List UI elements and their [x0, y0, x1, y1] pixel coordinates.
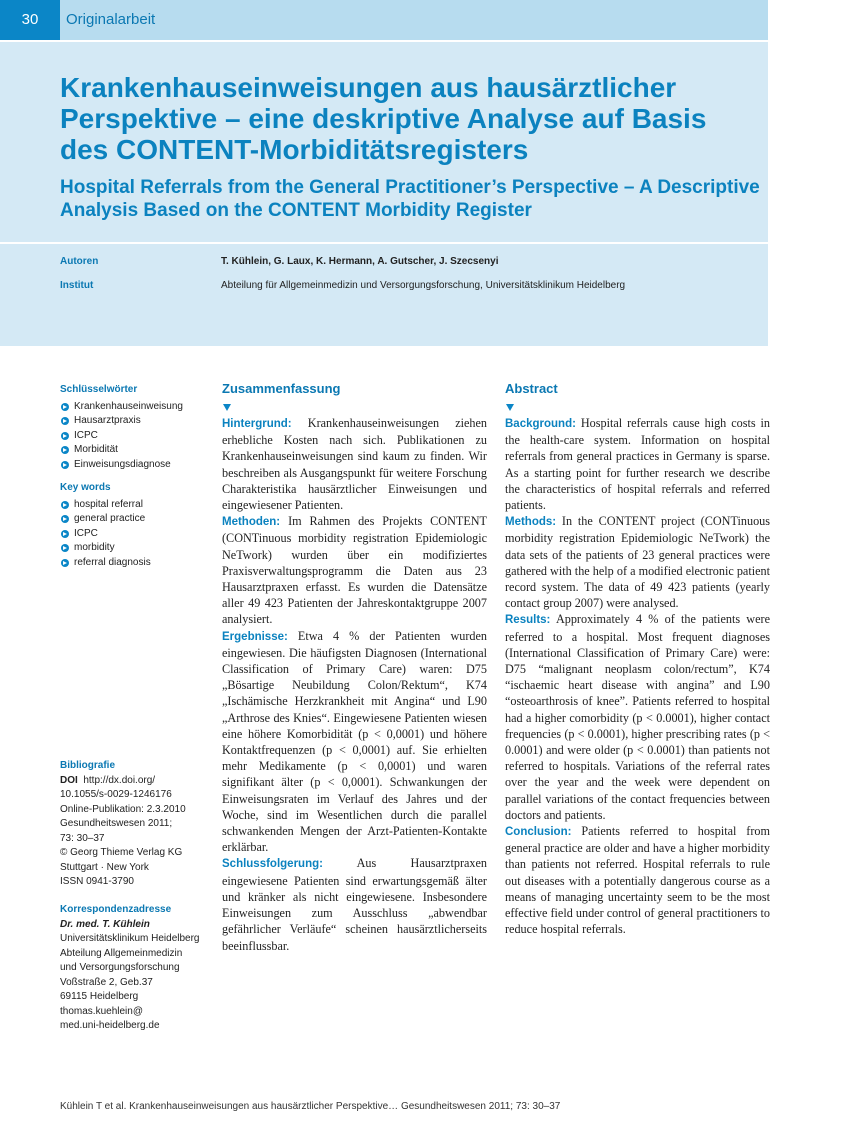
- paragraph-label: Results:: [505, 614, 551, 627]
- paragraph-label: Background:: [505, 418, 576, 430]
- zusammenfassung-heading: Zusammenfassung: [222, 381, 341, 396]
- divider: [0, 242, 768, 244]
- abstract-paragraph: [505, 823, 770, 937]
- bibliography-heading: Bibliografie: [60, 760, 116, 771]
- keywords-de-list: [60, 400, 210, 473]
- address-line: Voßstraße 2, Geb.37: [60, 976, 153, 988]
- abstract-paragraph: [505, 513, 770, 611]
- biblio-line: Stuttgart · New York: [60, 861, 149, 873]
- biblio-line: © Georg Thieme Verlag KG: [60, 847, 183, 858]
- doi-url[interactable]: http://dx.doi.org/: [83, 774, 156, 786]
- title-english: Hospital Referrals from the General Practitioner’s Perspective – A Descriptive Analysis Based on the CONTENT Morbidity Register: [60, 177, 760, 221]
- triangle-down-icon: [223, 404, 231, 411]
- section-label: Originalarbeit: [66, 11, 156, 28]
- keywords-block: [60, 383, 210, 570]
- abstract-paragraph: [505, 611, 770, 823]
- keywords-en-list: [60, 498, 210, 571]
- institute-label: Institut: [60, 280, 94, 291]
- paragraph-text: Im Rahmen des Projekts CONTENT (CONTinuous morbidity registration Epidemiologic NeTwork) wurden über ein modifiziertes Praxisverwaltungsprogramm die Daten aus 23 Hausarztpraxen erfasst. Es wurden die Datensätze aller 49 423 Patienten der Jahreskontaktgruppe 2007 analysiert.: [222, 514, 488, 627]
- bibliography-block: [60, 759, 210, 890]
- abstract-paragraph: [222, 513, 487, 627]
- paragraph-text: Etwa 4 % der Patienten wurden eingewiesen. Die häufigsten Diagnosen (International Classification of Primary Care) waren: D75 „Bösartige Neubildung Colon/Rektum“, K74 „Ischämische Herzkrankheit mit Angina“ und L90 „Arthrose des Knies“. Eingewiesene Patienten wiesen eine höhere Komorbidität (p < 0,0001) und höhere Kontaktfrequenzen (p < 0,0001) auf. Sie erhielten mehr Medikamente (p < 0,0001) und waren signifikant älter (p < 0,0001). Schwankungen der Einweisungsraten im Verlauf des Jahres und der Woche, sind im Wesentlichen durch die parallel schwankenden Mengen der Arzt-Patienten-Kontakte erklärbar.: [222, 628, 487, 855]
- zusammenfassung-column: [222, 380, 487, 954]
- keyword-item: general practice: [60, 512, 210, 527]
- biblio-line: Gesundheitswesen 2011;: [60, 818, 173, 829]
- biblio-line: 10.1055/s-0029-1246176: [60, 789, 172, 800]
- footer-citation: Kühlein T et al. Krankenhauseinweisungen aus hausärztlicher Perspektive… Gesundheitswesen 2011; 73: 30–37: [60, 1101, 561, 1112]
- address-line: 69115 Heidelberg: [60, 991, 139, 1002]
- institute: Abteilung für Allgemeinmedizin und Versorgungsforschung, Universitätsklinikum Heidelberg: [221, 280, 626, 291]
- header-band: [0, 0, 768, 346]
- paragraph-label: Ergebnisse:: [222, 630, 288, 643]
- email-line[interactable]: thomas.kuehlein@: [60, 1005, 143, 1017]
- paragraph-label: Schlussfolgerung:: [222, 858, 323, 871]
- triangle-down-icon: [506, 404, 514, 411]
- paragraph-text: Aus Hausarztpraxen eingewiesene Patienten sind erwartungsgemäß älter und kränker als nicht eingewiesene. Insbesondere Einweisungen zum Ausschluss „abwendbar gefährlicher Verläufe“ scheinen hausärztlicherseits beeinflussbar.: [222, 856, 488, 953]
- abstract-paragraph: [222, 415, 487, 513]
- paragraph-label: Methoden:: [222, 516, 281, 529]
- address-line: Universitätsklinikum Heidelberg: [60, 933, 200, 944]
- biblio-line: ISSN 0941-3790: [60, 876, 134, 887]
- keyword-item: Hausarztpraxis: [60, 414, 210, 429]
- keyword-item: Einweisungsdiagnose: [60, 458, 210, 473]
- abstract-column: [505, 380, 770, 938]
- keyword-item: hospital referral: [60, 498, 210, 513]
- keyword-item: Krankenhauseinweisung: [60, 400, 210, 415]
- correspondence-block: [60, 903, 210, 1034]
- biblio-line: Online-Publikation: 2.3.2010: [60, 803, 186, 815]
- keywords-de-heading: Schlüsselwörter: [60, 384, 138, 395]
- address-line: Abteilung Allgemeinmedizin: [60, 947, 183, 959]
- keyword-item: referral diagnosis: [60, 556, 210, 571]
- doi-line: [60, 774, 210, 789]
- title-german: Krankenhauseinweisungen aus hausärztlicher Perspektive – eine deskriptive Analyse auf Basis des CONTENT-Morbiditätsregisters: [60, 72, 707, 165]
- paragraph-text: Patients referred to hospital from general practice are older and have a higher morbidity than patients not referred. Hospital referrals to rule out diseases with a potentially dangerous course as a means of managing uncertainty seem to be the most effective field under control of general practitioners to reduce hospital referrals.: [505, 824, 771, 937]
- address-line: und Versorgungsforschung: [60, 962, 180, 973]
- doi-label: DOI: [60, 774, 78, 786]
- abstract-paragraph: [222, 855, 487, 953]
- paragraph-text: Krankenhauseinweisungen ziehen erhebliche Kosten nach sich. Publikationen zu Krankenhauseinweisungen sind kaum zu finden. Wir beschreiben als Ausgangspunkt für weitere Forschung Charakteristika hausärztlicher Einweisungen und eingewiesener Patienten.: [222, 416, 487, 513]
- paragraph-text: Approximately 4 % of the patients were referred to a hospital. Most frequent diagnoses (International Classification of Primary Care) were: D75 “malignant neoplasm colon/rectum”, K74 “ischaemic heart disease with angina” and L90 “osteoarthrosis of knee”. Patients referred to hospital had a higher comorbidity (p < 0.0001), higher contact frequencies (p < 0.0001), higher prescribing rates (p < 0.0001) and were older (p < 0.0001) than patients not referred to hospitals. Variations of the referral rates over the year and the week were dependent on parallel variations of the contact frequencies between doctors and patients.: [505, 612, 770, 822]
- paragraph-label: Hintergrund:: [222, 418, 292, 430]
- keyword-item: Morbidität: [60, 443, 210, 458]
- page-number: 30: [0, 0, 60, 40]
- correspondence-name: Dr. med. T. Kühlein: [60, 918, 150, 930]
- top-rule: [0, 40, 768, 42]
- authors: T. Kühlein, G. Laux, K. Hermann, A. Gutscher, J. Szecsenyi: [221, 256, 499, 267]
- paragraph-label: Methods:: [505, 516, 557, 529]
- keyword-item: ICPC: [60, 429, 210, 444]
- abstract-paragraph: [505, 415, 770, 513]
- abstract-heading: Abstract: [505, 381, 558, 396]
- paragraph-label: Conclusion:: [505, 826, 572, 839]
- keywords-en-heading: Key words: [60, 482, 111, 493]
- correspondence-heading: Korrespondenzadresse: [60, 904, 172, 915]
- abstract-paragraph: [222, 628, 487, 856]
- keyword-item: morbidity: [60, 541, 210, 556]
- biblio-line: 73: 30–37: [60, 832, 105, 844]
- paragraph-text: Hospital referrals cause high costs in the health-care system. Information on hospital referrals from general practices in Germany is sparse. As a starting point for further research we describe the characteristics of hospital referrals and referred patients.: [505, 416, 770, 513]
- keyword-item: ICPC: [60, 527, 210, 542]
- paragraph-text: In the CONTENT project (CONTinuous morbidity registration Epidemiologic NeTwork) the data sets of the patients of 23 general practices were gathered with the help of a modified electronic patient record system. The data of 49 423 patients (yearly contact group 2007) were analysed.: [505, 514, 770, 611]
- email-line[interactable]: med.uni-heidelberg.de: [60, 1020, 160, 1031]
- authors-label: Autoren: [60, 256, 99, 267]
